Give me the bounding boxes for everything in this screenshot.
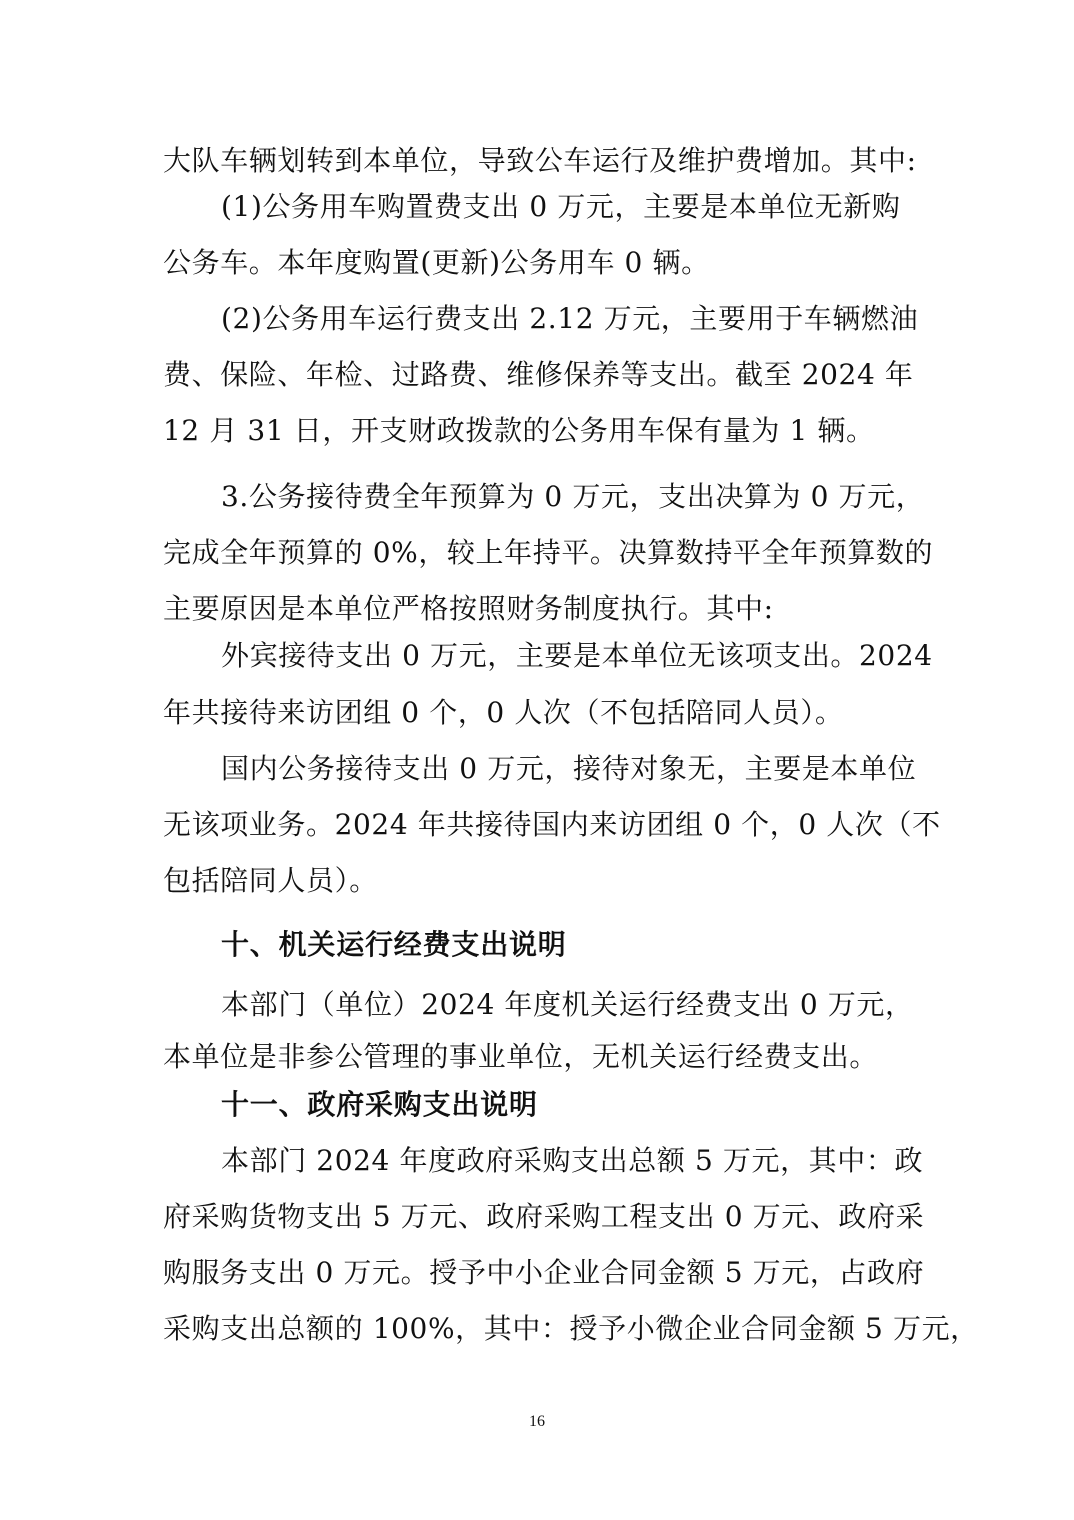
text-line: 国内公务接待支出 0 万元，接待对象无，主要是本单位 <box>221 752 917 785</box>
text-line: 完成全年预算的 0%，较上年持平。决算数持平全年预算数的 <box>163 536 934 569</box>
text-line: 府采购货物支出 5 万元、政府采购工程支出 0 万元、政府采 <box>163 1200 925 1233</box>
text-line: 费、保险、年检、过路费、维修保养等支出。截至 2024 年 <box>163 358 914 391</box>
text-line: 主要原因是本单位严格按照财务制度执行。其中: <box>163 592 774 625</box>
page-number: 16 <box>529 1413 545 1430</box>
text-line: 采购支出总额的 100%，其中：授予小微企业合同金额 5 万元， <box>163 1312 979 1345</box>
section-heading: 十一、政府采购支出说明 <box>221 1088 538 1121</box>
text-line: 大队车辆划转到本单位，导致公车运行及维护费增加。其中: <box>163 144 917 177</box>
section-heading: 十、机关运行经费支出说明 <box>221 928 567 961</box>
text-line: 无该项业务。2024 年共接待国内来访团组 0 个，0 人次（不 <box>163 808 941 841</box>
text-line: 购服务支出 0 万元。授予中小企业合同金额 5 万元，占政府 <box>163 1256 925 1289</box>
text-line: (1)公务用车购置费支出 0 万元，主要是本单位无新购 <box>221 190 901 223</box>
text-line: 年共接待来访团组 0 个，0 人次（不包括陪同人员）。 <box>163 696 844 729</box>
text-line: (2)公务用车运行费支出 2.12 万元，主要用于车辆燃油 <box>221 302 919 335</box>
text-line: 公务车。本年度购置(更新)公务用车 0 辆。 <box>163 246 710 279</box>
text-line: 包括陪同人员）。 <box>163 864 378 897</box>
text-line: 12 月 31 日，开支财政拨款的公务用车保有量为 1 辆。 <box>163 414 875 447</box>
text-line: 3.公务接待费全年预算为 0 万元，支出决算为 0 万元， <box>221 480 925 513</box>
text-line: 本部门 2024 年度政府采购支出总额 5 万元，其中：政 <box>221 1144 924 1177</box>
text-line: 外宾接待支出 0 万元，主要是本单位无该项支出。2024 <box>221 639 933 672</box>
text-line: 本部门（单位）2024 年度机关运行经费支出 0 万元， <box>221 988 914 1021</box>
text-line: 本单位是非参公管理的事业单位，无机关运行经费支出。 <box>163 1040 879 1073</box>
